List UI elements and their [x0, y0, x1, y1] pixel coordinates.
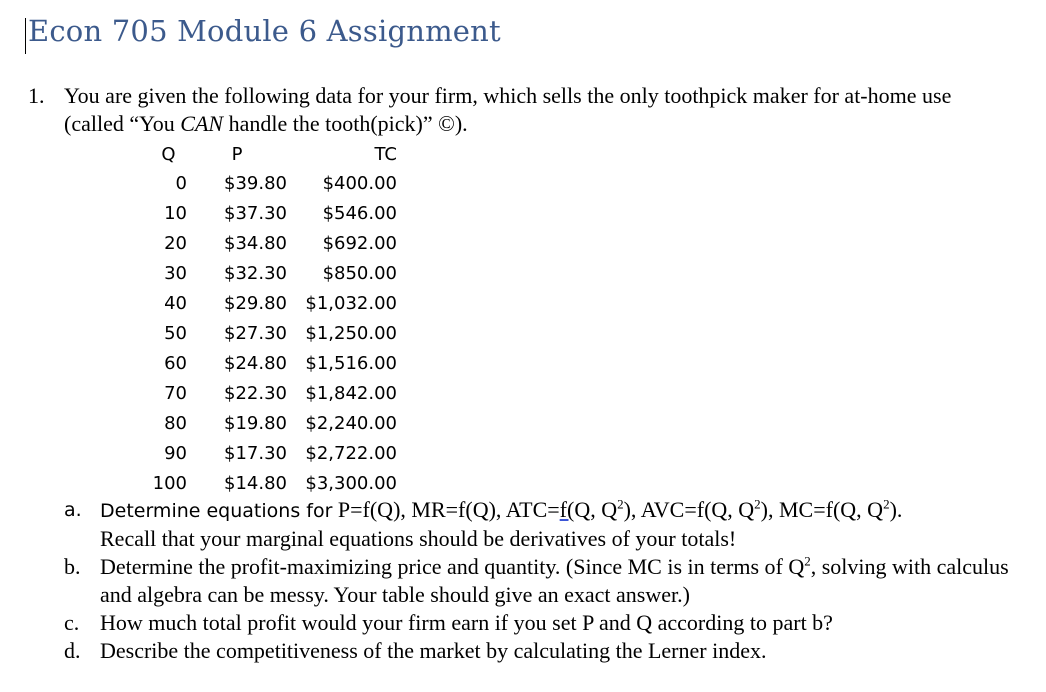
cell-p: $19.80	[224, 412, 287, 434]
cell-q: 0	[175, 172, 187, 194]
cell-tc: $1,516.00	[305, 352, 397, 374]
cell-q: 80	[164, 412, 187, 434]
table-header-row	[150, 140, 397, 168]
part-c-text: How much total profit would your firm earn if you set P and Q according to part b?	[100, 610, 833, 635]
superscript: 2	[617, 496, 624, 512]
table-row	[150, 168, 397, 198]
cell-q: 70	[164, 382, 187, 404]
cell-tc: $400.00	[322, 172, 397, 194]
superscript: 2	[754, 496, 761, 512]
cell-q: 40	[164, 292, 187, 314]
table-row	[150, 288, 397, 318]
cell-q: 10	[164, 202, 187, 224]
part-a-eq: ), AVC=f(Q, Q	[623, 497, 755, 522]
cell-p: $14.80	[224, 472, 287, 494]
cell-p: $37.30	[224, 202, 287, 224]
cell-p: $32.30	[224, 262, 287, 284]
superscript: 2	[804, 553, 811, 569]
cell-tc: $546.00	[322, 202, 397, 224]
cell-tc: $2,722.00	[305, 442, 397, 464]
table-row	[150, 468, 397, 498]
part-a-eq: ), MC=f(Q, Q	[760, 497, 884, 522]
cell-q: 100	[152, 472, 187, 494]
cell-q: 30	[164, 262, 187, 284]
part-a-eq: ).	[889, 497, 903, 522]
cell-tc: $2,240.00	[305, 412, 397, 434]
question-text-start: You are given the following data for your firm, which sells the only toothpick maker for at-home use (called “You	[64, 83, 952, 136]
question-text-end: handle the tooth(pick)” ©).	[223, 111, 468, 136]
data-table[interactable]	[150, 140, 397, 498]
cell-p: $22.30	[224, 382, 287, 404]
header-p: P	[231, 143, 243, 165]
cell-tc: $692.00	[322, 232, 397, 254]
part-d-text: Describe the competitiveness of the market by calculating the Lerner index.	[100, 638, 767, 663]
cell-q: 90	[164, 442, 187, 464]
cell-p: $24.80	[224, 352, 287, 374]
superscript: 2	[883, 496, 890, 512]
cell-q: 20	[164, 232, 187, 254]
cell-p: $34.80	[224, 232, 287, 254]
cell-tc: $1,842.00	[305, 382, 397, 404]
question-number: 1.	[28, 83, 45, 108]
question-parts	[64, 496, 1024, 665]
part-c-letter: c.	[64, 610, 80, 635]
document-title[interactable]: Econ 705 Module 6 Assignment	[28, 14, 501, 48]
part-a-eq: P=f(Q), MR=f(Q), ATC=	[332, 497, 560, 522]
part-a[interactable]	[64, 496, 1024, 553]
header-q: Q	[161, 143, 176, 165]
part-c[interactable]	[64, 609, 1024, 637]
cell-p: $17.30	[224, 442, 287, 464]
cell-tc: $850.00	[322, 262, 397, 284]
part-d[interactable]	[64, 637, 1024, 665]
cell-q: 50	[164, 322, 187, 344]
cell-p: $39.80	[224, 172, 287, 194]
cell-tc: $1,250.00	[305, 322, 397, 344]
table-row	[150, 198, 397, 228]
table-row	[150, 378, 397, 408]
cell-tc: $3,300.00	[305, 472, 397, 494]
part-b[interactable]	[64, 553, 1024, 609]
part-a-letter: a.	[64, 499, 82, 521]
cell-tc: $1,032.00	[305, 292, 397, 314]
part-b-letter: b.	[64, 554, 81, 579]
question-text-italic: CAN	[180, 111, 224, 136]
spellcheck-underline: f(	[559, 497, 575, 522]
cell-q: 60	[164, 352, 187, 374]
part-b-text: Determine the profit-maximizing price and quantity. (Since MC is in terms of Q	[100, 554, 805, 579]
part-a-lead: Determine equations for	[100, 500, 333, 522]
part-b-text: , solving with calculus and algebra can be messy. Your table should give an exact answer.)	[100, 554, 1009, 607]
part-d-letter: d.	[64, 638, 81, 663]
table-row	[150, 228, 397, 258]
header-tc: TC	[374, 143, 397, 165]
question-text[interactable]	[64, 82, 1004, 138]
cell-p: $29.80	[224, 292, 287, 314]
table-row	[150, 408, 397, 438]
part-a-line2: Recall that your marginal equations should be derivatives of your totals!	[100, 526, 737, 551]
cell-p: $27.30	[224, 322, 287, 344]
part-a-eq: Q, Q	[574, 497, 618, 522]
table-row	[150, 258, 397, 288]
table-row	[150, 348, 397, 378]
table-row	[150, 318, 397, 348]
text-cursor	[25, 18, 26, 54]
title-block	[28, 14, 501, 48]
table-row	[150, 438, 397, 468]
